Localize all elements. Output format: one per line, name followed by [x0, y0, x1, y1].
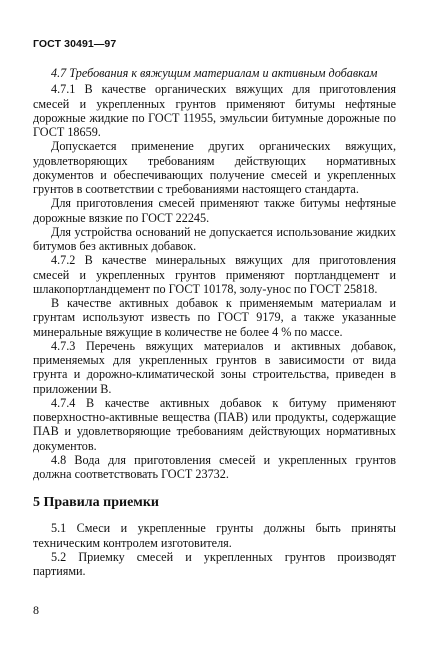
paragraph: 4.7.2 В качестве минеральных вяжущих для приготовления смесей и укрепленных грунтов применяют портландцемент и шлакопортландцемент по ГОСТ 10178, золу-унос по ГОСТ 25818.: [33, 253, 396, 296]
subsection-title: 4.7 Требования к вяжущим материалам и активным добавкам: [51, 66, 378, 80]
paragraph: 4.8 Вода для приготовления смесей и укрепленных грунтов должна соответствовать ГОСТ 23732.: [33, 452, 396, 481]
paragraph: В качестве активных добавок к применяемым материалам и грунтам используют известь по ГОСТ 9179, а также указанные минеральные вяжущие в количестве не более 4 % по массе.: [33, 296, 396, 339]
paragraph: Для устройства оснований не допускается использование жидких битумов без активных добавок.: [33, 224, 396, 253]
document-header: ГОСТ 30491—97: [33, 38, 117, 50]
paragraph: Для приготовления смесей применяют также битумы нефтяные дорожные вязкие по ГОСТ 22245.: [33, 196, 396, 225]
paragraph: 5.2 Приемку смесей и укрепленных грунтов производят партиями.: [33, 549, 396, 578]
paragraph: 4.7.1 В качестве органических вяжущих для приготовления смесей и укрепленных грунтов применяют битумы нефтяные дорожные жидкие по ГОСТ 11955, эмульсии битумные дорожные по ГОСТ 18659.: [33, 82, 396, 139]
paragraph: Допускается применение других органических вяжущих, удовлетворяющих требованиям действующих нормативных документов и обеспечивающих получение смесей и укрепленных грунтов в соответствии с требованиями настоящего стандарта.: [33, 139, 396, 196]
section-heading: 5 Правила приемки: [33, 495, 159, 511]
document-body: [33, 66, 396, 578]
paragraph: 4.7.4 В качестве активных добавок к битуму применяют поверхностно-активные вещества (ПАВ) или продукты, содержащие ПАВ и удовлетворяющие требованиям действующих нормативных документов.: [33, 395, 396, 453]
page-number: 8: [33, 603, 39, 617]
paragraph: 5.1 Смеси и укрепленные грунты должны быть приняты техническим контролем изготовителя.: [33, 521, 396, 550]
paragraph: 4.7.3 Перечень вяжущих материалов и активных добавок, применяемых для укрепленных грунтов в зависимости от вида грунта и дорожно-климатической зоны строительства, приведен в приложении В.: [33, 338, 396, 396]
